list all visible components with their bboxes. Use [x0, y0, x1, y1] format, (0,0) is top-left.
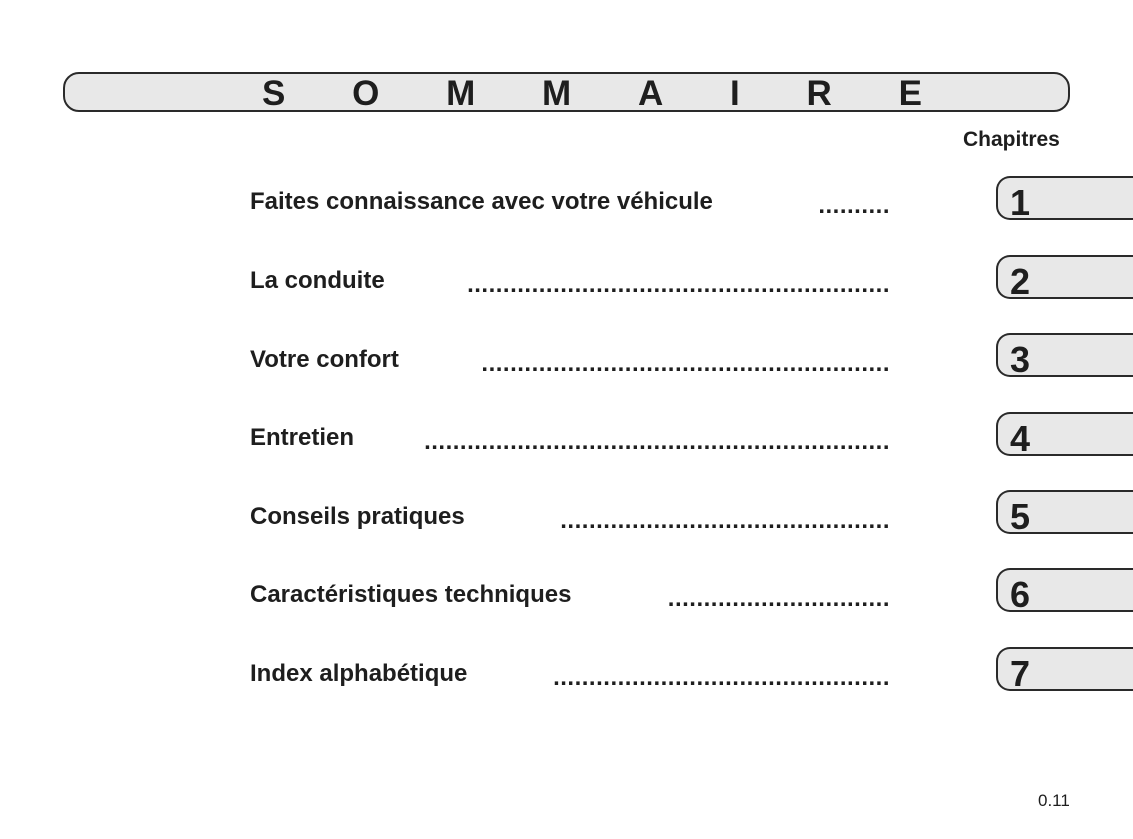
- toc-entry-5[interactable]: [250, 502, 890, 542]
- dot-leader: ...........................................................: [467, 271, 890, 298]
- toc-entry-label[interactable]: Index alphabétique: [250, 660, 468, 687]
- dot-leader: ...............................................: [553, 664, 890, 691]
- title-letter: M: [446, 74, 476, 113]
- chapter-number: 2: [1010, 261, 1031, 302]
- dot-leader: .........................................................: [481, 350, 890, 377]
- chapter-tab-4[interactable]: [996, 412, 1133, 459]
- page-title: [262, 74, 922, 114]
- chapter-tab-6[interactable]: [996, 568, 1133, 615]
- chapter-number: 1: [1010, 182, 1031, 223]
- chapter-tab-5[interactable]: [996, 490, 1133, 537]
- chapter-number: 5: [1010, 496, 1031, 537]
- toc-entry-2[interactable]: [250, 266, 890, 306]
- dot-leader: ...............................: [667, 585, 890, 612]
- title-letter: E: [898, 74, 922, 113]
- toc-entry-6[interactable]: [250, 580, 890, 620]
- title-letter: I: [730, 74, 740, 113]
- toc-entry-1[interactable]: [250, 187, 890, 227]
- chapter-tab-1[interactable]: [996, 176, 1133, 223]
- chapter-number: 3: [1010, 339, 1031, 380]
- chapter-tab-2[interactable]: [996, 255, 1133, 302]
- chapter-number: 6: [1010, 574, 1031, 615]
- title-letter: R: [806, 74, 832, 113]
- toc-entry-label[interactable]: Votre confort: [250, 346, 399, 373]
- dot-leader: ..........: [818, 192, 890, 219]
- toc-entry-7[interactable]: [250, 659, 890, 699]
- title-letter: A: [637, 74, 664, 113]
- title-bar: [63, 72, 1070, 112]
- toc-entry-label[interactable]: Entretien: [250, 424, 355, 451]
- chapter-number: 4: [1010, 418, 1031, 459]
- toc-entry-label[interactable]: La conduite: [250, 267, 385, 294]
- chapters-column-label: Chapitres: [963, 128, 1060, 151]
- title-letter: O: [352, 74, 380, 113]
- toc-entry-4[interactable]: [250, 423, 890, 463]
- chapter-tab-7[interactable]: [996, 647, 1133, 694]
- chapter-tab-3[interactable]: [996, 333, 1133, 380]
- dot-leader: ..............................................: [560, 507, 890, 534]
- chapter-number: 7: [1010, 653, 1031, 694]
- dot-leader: .................................................................: [424, 428, 890, 455]
- title-letter: S: [262, 74, 286, 113]
- toc-entry-3[interactable]: [250, 345, 890, 385]
- toc-entry-label[interactable]: Conseils pratiques: [250, 503, 465, 530]
- page-number: 0.11: [1038, 791, 1070, 810]
- title-letter: M: [542, 74, 572, 113]
- toc-entry-label[interactable]: Faites connaissance avec votre véhicule: [250, 188, 713, 215]
- toc-entry-label[interactable]: Caractéristiques techniques: [250, 581, 572, 608]
